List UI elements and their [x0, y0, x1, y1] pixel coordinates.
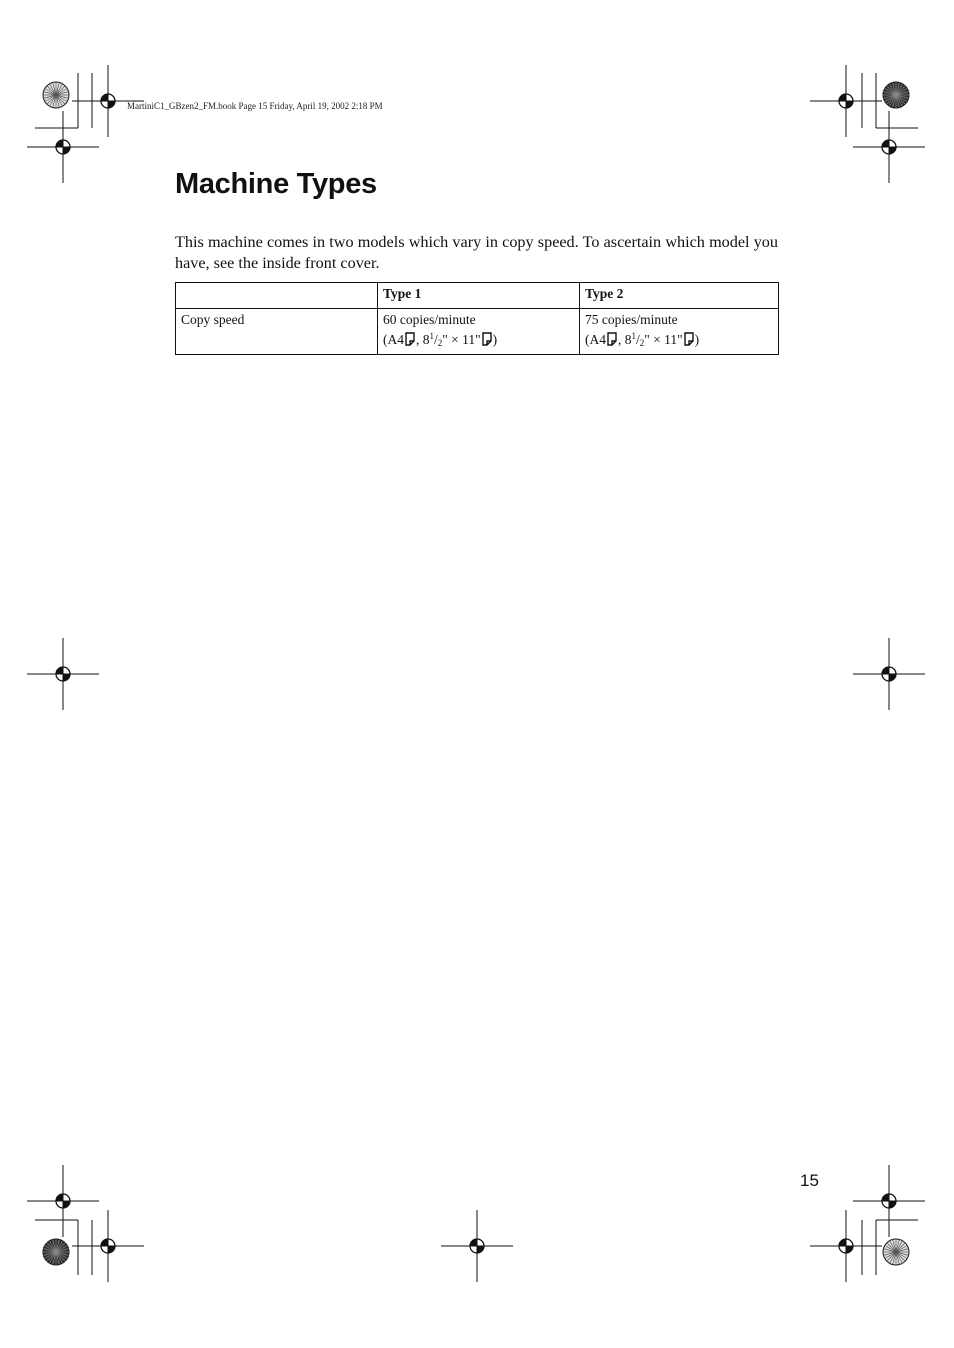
crosshair-registration-icon	[27, 1165, 99, 1237]
crosshair-registration-icon	[810, 1210, 882, 1282]
machine-types-table	[175, 282, 779, 355]
crosshair-registration-icon	[853, 111, 925, 183]
radial-color-wheel-icon	[883, 1239, 909, 1265]
print-file-info: MartiniC1_GBzen2_FM.book Page 15 Friday, April 19, 2002 2:18 PM	[127, 101, 383, 111]
radial-color-wheel-icon	[43, 82, 69, 108]
type2-speed: 75 copies/minute	[585, 312, 678, 327]
table-header-type2: Type 2	[580, 283, 779, 309]
portrait-paper-icon	[684, 332, 694, 346]
crosshair-registration-icon	[810, 65, 882, 137]
page-number: 15	[800, 1171, 819, 1190]
portrait-paper-icon	[607, 332, 617, 346]
table-header-row	[176, 283, 779, 309]
crosshair-registration-icon	[441, 1210, 513, 1282]
crosshair-registration-icon	[72, 1210, 144, 1282]
table-header-type1: Type 1	[378, 283, 580, 309]
radial-color-wheel-icon	[43, 1239, 69, 1265]
page-title: Machine Types	[175, 168, 377, 200]
crosshair-registration-icon	[27, 638, 99, 710]
radial-color-wheel-icon	[883, 82, 909, 108]
type1-paper-sizes: (A4 , $8^1/_2$" × 11" )	[383, 331, 498, 348]
row-label-copy-speed: Copy speed	[176, 309, 378, 355]
type1-speed: 60 copies/minute	[383, 312, 476, 327]
type1-copy-speed-cell	[378, 309, 580, 355]
crosshair-registration-icon	[853, 1165, 925, 1237]
intro-paragraph: This machine comes in two models which vary in copy speed. To ascertain which model you have, see the inside front cover.	[175, 233, 778, 272]
portrait-paper-icon	[405, 332, 415, 346]
table-header-empty	[176, 283, 378, 309]
portrait-paper-icon	[482, 332, 492, 346]
crosshair-registration-icon	[27, 111, 99, 183]
type2-copy-speed-cell	[580, 309, 779, 355]
table-row	[176, 309, 779, 355]
crosshair-registration-icon	[853, 638, 925, 710]
type2-paper-sizes: (A4 , $8^1/_2$" × 11" )	[585, 331, 700, 348]
